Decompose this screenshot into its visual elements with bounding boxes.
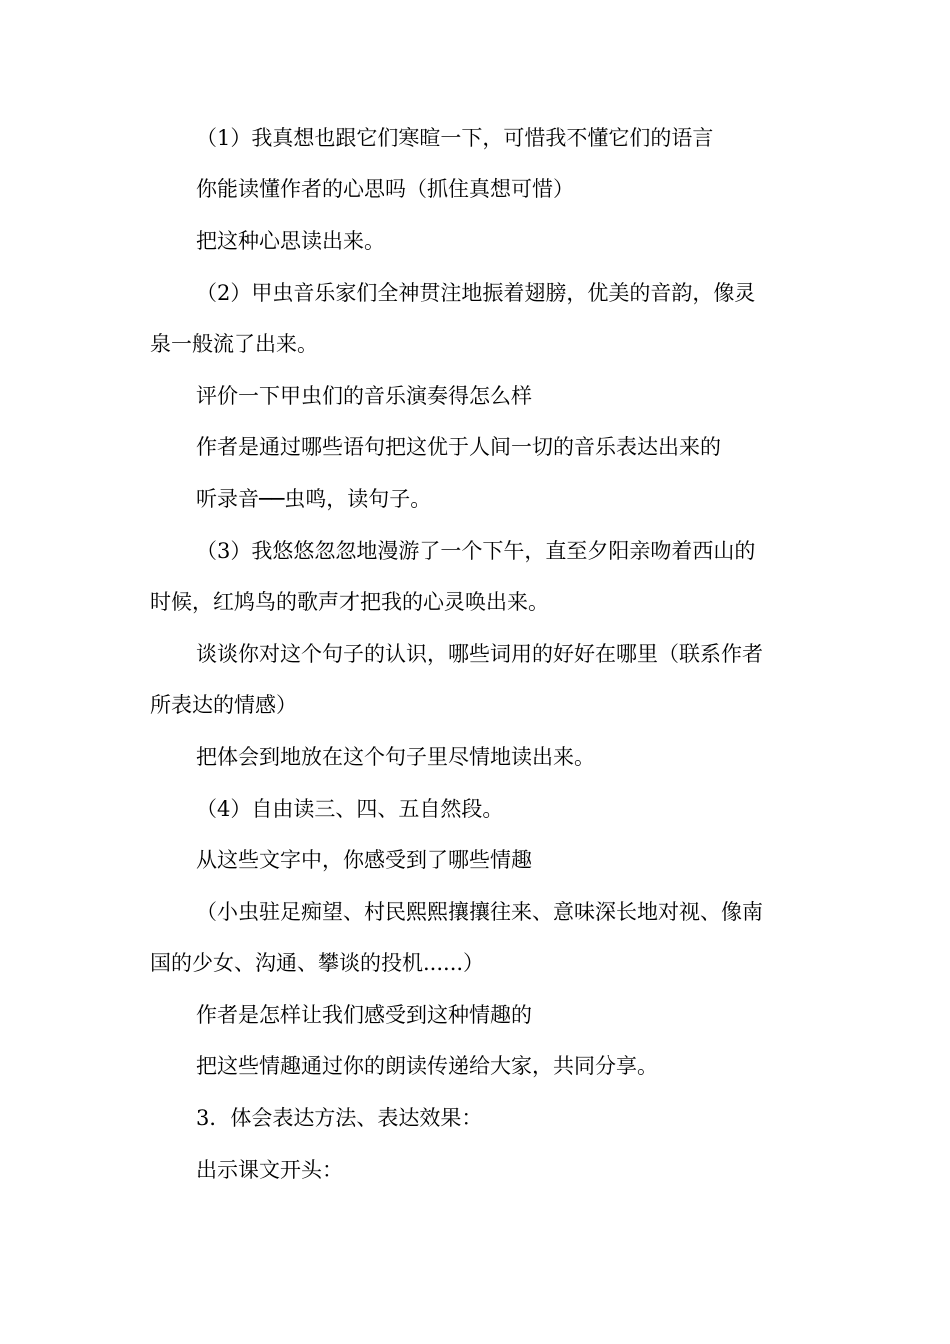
paragraph-line: （3）我悠悠忽忽地漫游了一个下午，直至夕阳亲吻着西山的 [196,539,756,563]
paragraph-line: （2）甲虫音乐家们全神贯注地振着翅膀，优美的音韵，像灵 [196,281,756,305]
paragraph-line: （4）自由读三、四、五自然段。 [196,797,504,821]
paragraph-line: 作者是怎样让我们感受到这种情趣的 [196,1003,532,1027]
paragraph-line: 出示课文开头： [196,1158,343,1182]
paragraph-line: （小虫驻足痴望、村民熙熙攘攘往来、意味深长地对视、像南 [196,900,763,924]
paragraph-line: 谈谈你对这个句子的认识，哪些词用的好好在哪里（联系作者 [196,642,763,666]
paragraph-line: 听录音──虫鸣，读句子。 [196,487,432,511]
paragraph-line: 把体会到地放在这个句子里尽情地读出来。 [196,745,595,769]
paragraph-line: 作者是通过哪些语句把这优于人间一切的音乐表达出来的 [196,435,721,459]
paragraph-line: 所表达的情感） [150,693,297,717]
paragraph-line: 3．体会表达方法、表达效果： [196,1106,483,1130]
paragraph-line: 泉一般流了出来。 [150,332,318,356]
paragraph-line: 从这些文字中，你感受到了哪些情趣 [196,848,532,872]
paragraph-line: 你能读懂作者的心思吗（抓住真想可惜） [196,177,574,201]
paragraph-line: 把这种心思读出来。 [196,229,385,253]
paragraph-line: （1）我真想也跟它们寒暄一下，可惜我不懂它们的语言 [196,126,714,150]
paragraph-line: 时候，红鸠鸟的歌声才把我的心灵唤出来。 [150,590,549,614]
paragraph-line: 评价一下甲虫们的音乐演奏得怎么样 [196,384,532,408]
paragraph-line: 国的少女、沟通、攀谈的投机......） [150,951,485,975]
paragraph-line: 把这些情趣通过你的朗读传递给大家，共同分享。 [196,1054,658,1078]
